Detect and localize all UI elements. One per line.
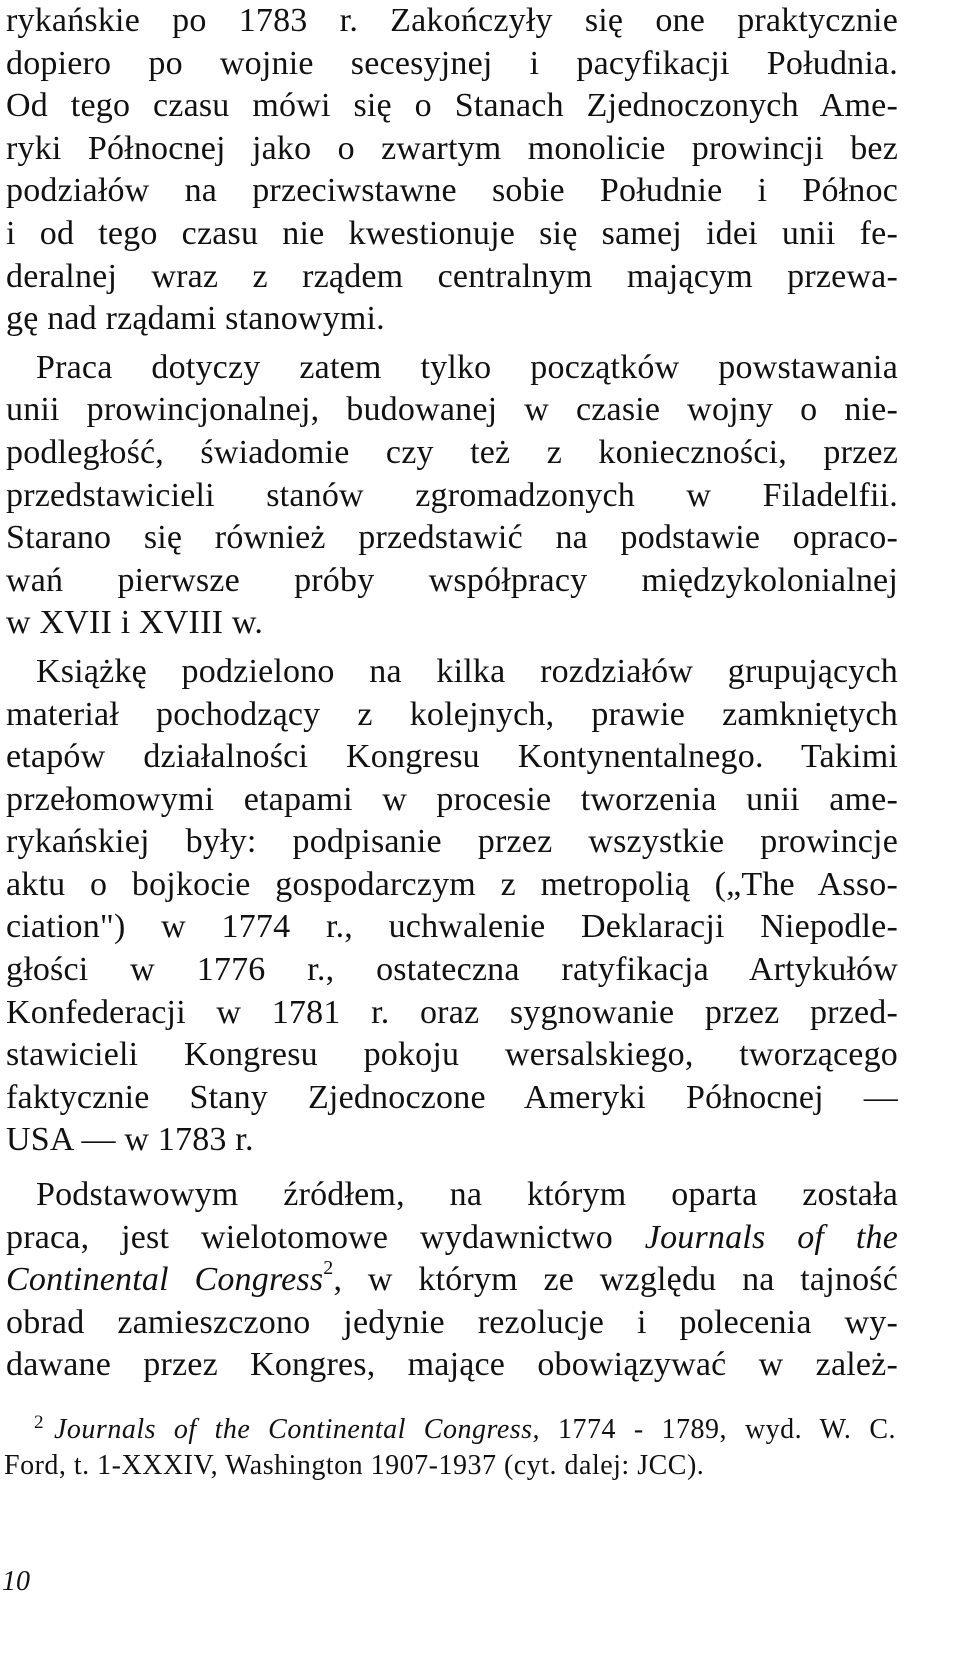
text-line: deralnej wraz z rządem centralnym mającym przewa- [6,257,898,295]
text-line: faktycznie Stany Zjednoczone Ameryki Północnej — [6,1078,898,1116]
text-line [6,1217,898,1260]
text-line: stawicieli Kongresu pokoju wersalskiego, tworzącego [6,1036,898,1074]
text-line: obrad zamieszczono jedynie rezolucje i polecenia wy- [6,1303,898,1341]
page-number: 10 [2,1566,30,1597]
text-line: przełomowymi etapami w procesie tworzenia unii ame- [6,780,898,818]
text-line: podziałów na przeciwstawne sobie Południe i Północ [6,172,898,210]
journal-title-italic: Continental Congress [6,1261,324,1299]
footnote [4,1412,896,1484]
footnote-text: 1774 - 1789, wyd. W. C. [540,1414,896,1445]
text-line: gę nad rządami stanowymi. [6,300,385,338]
footnote-italic-title: Journals of the Continental Congress, [54,1414,541,1445]
text-line: ryki Północnej jako o zwartym monolicie prowincji bez [6,129,898,167]
paragraph-2 [6,347,898,645]
text-line: głości w 1776 r., ostateczna ratyfikacja Artykułów [6,951,898,989]
paragraph-1 [6,0,898,341]
text-line: dopiero po wojnie secesyjnej i pacyfikacji Południa. [6,44,898,82]
text-line: Książkę podzielono na kilka rozdziałów grupujących [36,652,898,690]
text-line: USA — w 1783 r. [6,1121,254,1159]
text-line: aktu o bojkocie gospodarczym z metropolią („The Asso- [6,865,898,903]
text-line: przedstawicieli stanów zgromadzonych w Filadelfii. [6,476,898,514]
text-line: Starano się również przedstawić na podstawie opraco- [6,519,898,557]
journal-title-italic: Journals of the [644,1218,898,1256]
text-line: Konfederacji w 1781 r. oraz sygnowanie przez przed- [6,993,898,1031]
text-line: Od tego czasu mówi się o Stanach Zjednoczonych Ame- [6,87,898,125]
text-line: podległość, świadomie czy też z konieczności, przez [6,433,898,471]
text-line: Praca dotyczy zatem tylko początków powstawania [36,348,898,386]
document-body [6,0,898,1387]
paragraph-3 [6,651,898,1162]
text-line: etapów działalności Kongresu Kontynentalnego. Takimi [6,738,898,776]
text-line: dawane przez Kongres, mające obowiązywać w zależ- [6,1346,898,1384]
text-line: i od tego czasu nie kwestionuje się samej idei unii fe- [6,214,898,252]
text-line: unii prowincjonalnej, budowanej w czasie wojny o nie- [6,391,898,429]
text-line: Podstawowym źródłem, na którym oparta została [36,1176,898,1214]
text-line: w XVII i XVIII w. [6,604,264,642]
footnote-reference: 2 [323,1256,334,1279]
text-run: , w którym ze względu na tajność [333,1261,898,1299]
text-line: materiał pochodzący z kolejnych, prawie zamkniętych [6,695,898,733]
footnote-line: Ford, t. 1-XXXIV, Washington 1907-1937 (cyt. dalej: JCC). [4,1450,705,1481]
footnote-mark: 2 [34,1411,44,1433]
text-line: rykańskiej były: podpisanie przez wszystkie prowincje [6,823,898,861]
footnote-line [4,1412,896,1448]
text-line: rykańskie po 1783 r. Zakończyły się one praktycznie [6,2,898,39]
text-run: praca, jest wielotomowe wydawnictwo [6,1218,645,1256]
paragraph-4 [6,1174,898,1387]
text-line: wań pierwsze próby współpracy międzykolonialnej [6,561,898,599]
text-line: ciation") w 1774 r., uchwalenie Deklaracji Niepodle- [6,908,898,946]
text-line [6,1256,898,1302]
